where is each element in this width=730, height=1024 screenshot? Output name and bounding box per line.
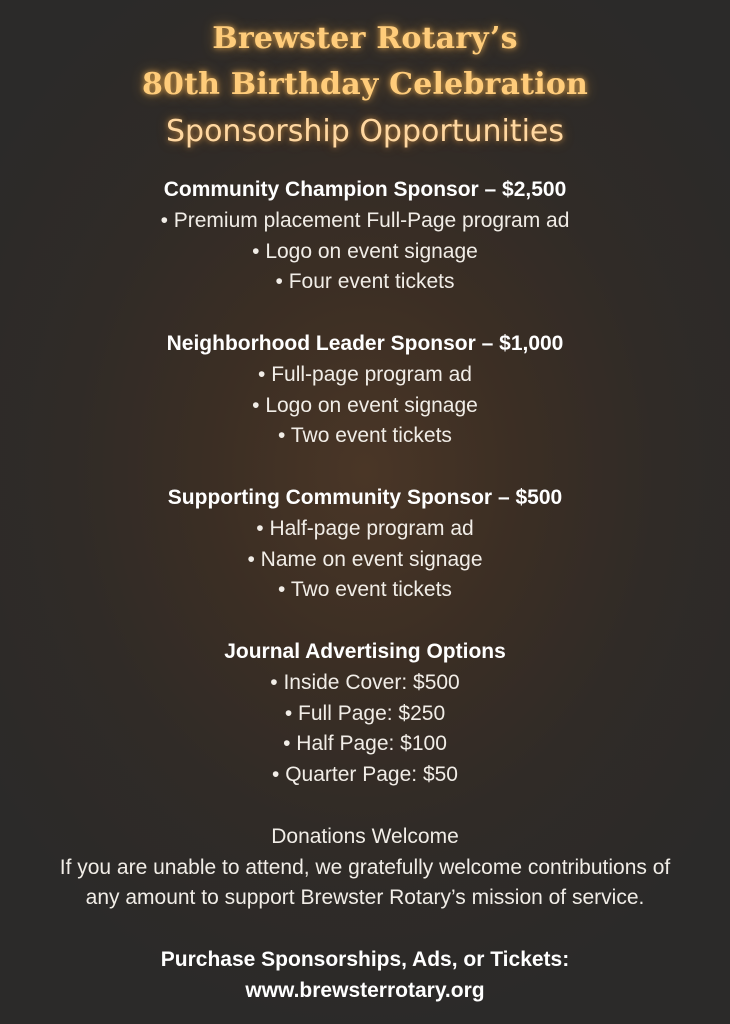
website-url: www.brewsterrotary.org	[245, 978, 485, 1002]
journal-heading: Journal Advertising Options	[224, 639, 506, 663]
tier-heading: Neighborhood Leader Sponsor – $1,000	[166, 331, 564, 355]
donations-section	[0, 822, 730, 914]
tier-benefit: • Full-page program ad	[258, 362, 472, 386]
tier-benefit: • Four event tickets	[275, 270, 455, 294]
tier-benefit: • Two event tickets	[278, 578, 452, 602]
journal-option: • Quarter Page: $50	[272, 763, 458, 787]
tier-benefit: • Logo on event signage	[252, 393, 478, 417]
subtitle: Sponsorship Opportunities	[165, 114, 565, 149]
donations-heading: Donations Welcome	[271, 824, 459, 848]
journal-option: • Full Page: $250	[284, 701, 446, 725]
purchase-heading: Purchase Sponsorships, Ads, or Tickets:	[160, 947, 570, 971]
purchase-section	[0, 945, 730, 1007]
tier-benefit: • Name on event signage	[247, 547, 483, 571]
title-line-1: Brewster Rotary’s	[212, 21, 518, 56]
title-line-2: 80th Birthday Celebration	[141, 67, 589, 102]
sponsor-tier-supporting-community	[0, 483, 730, 606]
tier-heading: Supporting Community Sponsor – $500	[167, 485, 563, 509]
donations-text-line-2: any amount to support Brewster Rotary’s mission of service.	[85, 886, 645, 910]
tier-benefit: • Logo on event signage	[252, 239, 478, 263]
tier-benefit: • Two event tickets	[278, 424, 452, 448]
tier-benefit: • Premium placement Full-Page program ad	[160, 208, 570, 232]
journal-option: • Half Page: $100	[283, 732, 447, 756]
sponsor-tier-community-champion	[0, 175, 730, 298]
journal-option: • Inside Cover: $500	[270, 670, 460, 694]
tier-heading: Community Champion Sponsor – $2,500	[163, 178, 567, 201]
sponsor-tier-neighborhood-leader	[0, 329, 730, 452]
journal-advertising-options	[0, 637, 730, 791]
donations-text-line-1: If you are unable to attend, we gratefully welcome contributions of	[59, 855, 671, 879]
flyer-content	[0, 175, 730, 1007]
tier-benefit: • Half-page program ad	[256, 516, 474, 540]
